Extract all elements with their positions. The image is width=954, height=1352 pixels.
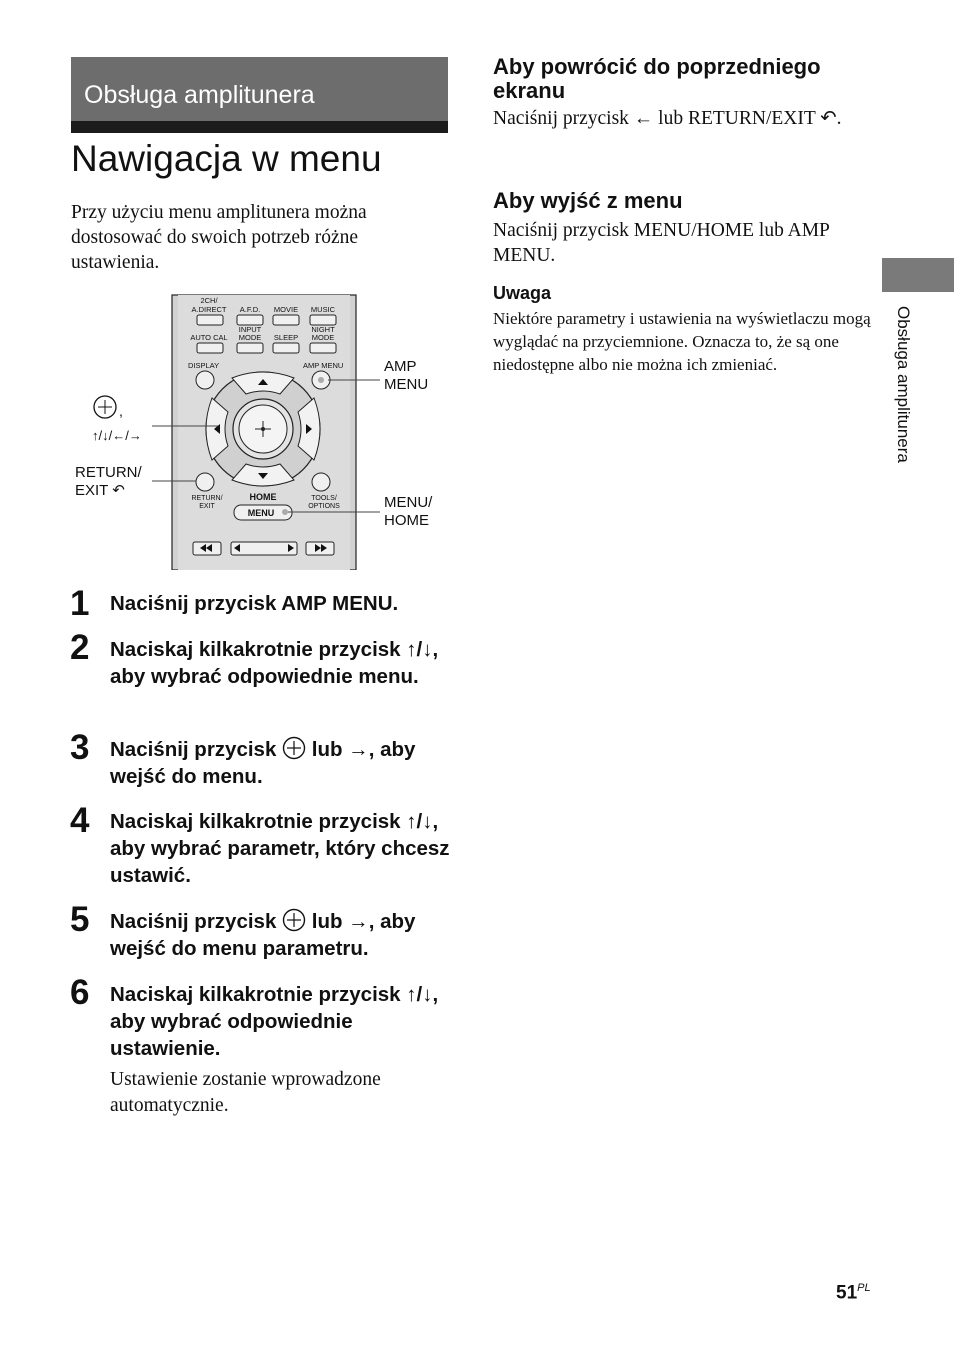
enter-crosshair-icon bbox=[92, 394, 126, 420]
step-number-2: 2 bbox=[70, 628, 90, 667]
exit-heading: Aby wyjść z menu bbox=[493, 188, 683, 213]
step-number-4: 4 bbox=[70, 801, 90, 840]
page-title: Nawigacja w menu bbox=[71, 138, 382, 179]
svg-text:,: , bbox=[119, 403, 123, 419]
menu-dot bbox=[282, 509, 288, 515]
side-tab-marker bbox=[882, 258, 954, 292]
music-button[interactable] bbox=[310, 315, 336, 325]
label-input: INPUT bbox=[238, 325, 262, 334]
enter-crosshair-icon bbox=[282, 908, 306, 932]
step-number-6: 6 bbox=[70, 973, 90, 1012]
label-night-mode: MODE bbox=[311, 333, 335, 342]
label-sleep: SLEEP bbox=[273, 333, 299, 342]
exit-text: Naciśnij przycisk MENU/HOME lub AMP MENU. bbox=[493, 220, 830, 266]
callout-return-exit: RETURN/ EXIT ↶ bbox=[75, 464, 142, 499]
label-tools: TOOLS/ bbox=[311, 495, 337, 502]
side-tab-label: Obsługa amplitunera bbox=[894, 306, 913, 463]
return-heading: Aby powrócić do poprzedniego ekranu bbox=[493, 54, 821, 103]
rewind-forward-button[interactable] bbox=[231, 542, 297, 555]
return-text: Naciśnij przycisk ← lub RETURN/EXIT ↶. bbox=[493, 108, 842, 129]
sleep-button[interactable] bbox=[273, 343, 299, 353]
label-adirect: A.DIRECT bbox=[191, 305, 227, 314]
adirect-button[interactable] bbox=[197, 315, 223, 325]
section-banner bbox=[71, 57, 448, 121]
label-movie: MOVIE bbox=[273, 305, 299, 314]
step-number-3: 3 bbox=[70, 728, 90, 767]
label-night: NIGHT bbox=[311, 325, 335, 334]
label-options: OPTIONS bbox=[308, 503, 340, 510]
return-icon: ↶ bbox=[112, 482, 125, 499]
return-exit-button[interactable] bbox=[196, 473, 214, 491]
step-text-1: Naciśnij przycisk AMP MENU. bbox=[110, 592, 399, 615]
night-mode-button[interactable] bbox=[310, 343, 336, 353]
step-text-3: Naciśnij przycisk lub →, aby wejść do menu. bbox=[110, 738, 416, 788]
intro-text: Przy użyciu menu amplitunera można dostosować do swoich potrzeb różne ustawienia. bbox=[71, 202, 367, 273]
label-display: DISPLAY bbox=[188, 361, 220, 370]
label-music: MUSIC bbox=[310, 305, 336, 314]
callout-menu-home: MENU/ HOME bbox=[384, 494, 433, 529]
step-text-4: Naciskaj kilkakrotnie przycisk ↑/↓, aby wybrać parametr, który chcesz ustawić. bbox=[110, 810, 450, 887]
label-afd: A.F.D. bbox=[239, 305, 261, 314]
callout-arrows: , ↑/↓/←/→ bbox=[92, 394, 142, 445]
step-text-2: Naciskaj kilkakrotnie przycisk ↑/↓, aby wybrać odpowiednie menu. bbox=[110, 638, 439, 688]
input-mode-button[interactable] bbox=[237, 343, 263, 353]
label-exit: EXIT bbox=[199, 503, 215, 510]
enter-center-dot bbox=[261, 427, 265, 431]
step-6-note: Ustawienie zostanie wprowadzone automatycznie. bbox=[110, 1069, 381, 1116]
note-heading: Uwaga bbox=[493, 283, 552, 303]
label-home: HOME bbox=[249, 492, 277, 502]
step-number-5: 5 bbox=[70, 900, 90, 939]
step-number-1: 1 bbox=[70, 584, 90, 623]
label-autocal: AUTO CAL bbox=[190, 333, 228, 342]
step-text-6: Naciskaj kilkakrotnie przycisk ↑/↓, aby wybrać odpowiednie ustawienie. bbox=[110, 983, 439, 1060]
note-text: Niektóre parametry i ustawienia na wyświetlaczu mogą wyglądać na przyciemnione. Oznacza to, że są one niedostępne albo nie można ich zmieniać. bbox=[493, 309, 871, 374]
section-rule bbox=[71, 121, 448, 133]
label-amp-menu: AMP MENU bbox=[303, 361, 344, 370]
tools-options-button[interactable] bbox=[312, 473, 330, 491]
page-number: $51^{PL}$ bbox=[836, 1282, 871, 1304]
amp-menu-dot bbox=[318, 377, 324, 383]
display-button[interactable] bbox=[196, 371, 214, 389]
label-input-mode: MODE bbox=[238, 333, 262, 342]
label-2ch: 2CH/ bbox=[200, 296, 218, 305]
label-menu: MENU bbox=[247, 508, 275, 518]
label-return: RETURN/ bbox=[191, 495, 223, 502]
movie-button[interactable] bbox=[273, 315, 299, 325]
afd-button[interactable] bbox=[237, 315, 263, 325]
step-text-5: Naciśnij przycisk lub →, aby wejść do menu parametru. bbox=[110, 910, 416, 960]
autocal-button[interactable] bbox=[197, 343, 223, 353]
callout-amp-menu: AMP MENU bbox=[384, 358, 429, 393]
section-banner-label: Obsługa amplitunera bbox=[84, 81, 315, 109]
enter-crosshair-icon bbox=[282, 736, 306, 760]
